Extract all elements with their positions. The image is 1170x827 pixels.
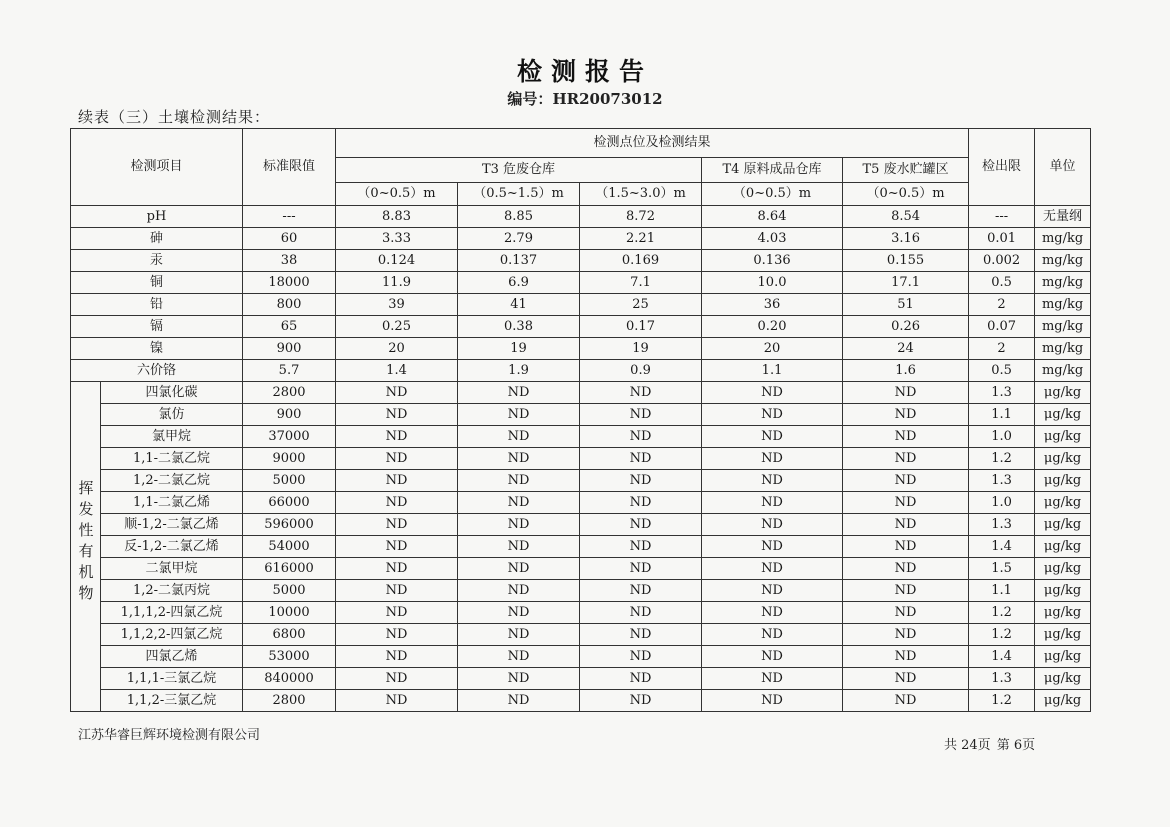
value-cell: 0.25 bbox=[336, 316, 458, 338]
value-cell: ND bbox=[702, 558, 843, 580]
item-cell: 铜 bbox=[71, 272, 243, 294]
value-cell: 0.26 bbox=[843, 316, 969, 338]
item-cell: 1,2-二氯丙烷 bbox=[101, 580, 243, 602]
unit-cell: μg/kg bbox=[1035, 426, 1091, 448]
value-cell: ND bbox=[702, 690, 843, 712]
value-cell: 39 bbox=[336, 294, 458, 316]
limit-cell: 9000 bbox=[243, 448, 336, 470]
value-cell: ND bbox=[336, 382, 458, 404]
value-cell: ND bbox=[702, 426, 843, 448]
unit-cell: mg/kg bbox=[1035, 294, 1091, 316]
limit-cell: 840000 bbox=[243, 668, 336, 690]
item-cell: 1,1-二氯乙烯 bbox=[101, 492, 243, 514]
value-cell: ND bbox=[843, 470, 969, 492]
value-cell: ND bbox=[843, 448, 969, 470]
value-cell: ND bbox=[843, 426, 969, 448]
unit-cell: μg/kg bbox=[1035, 536, 1091, 558]
limit-cell: 65 bbox=[243, 316, 336, 338]
total-pages: 共 24页 bbox=[944, 738, 991, 753]
limit-cell: 900 bbox=[243, 338, 336, 360]
value-cell: ND bbox=[458, 514, 580, 536]
value-cell: 3.33 bbox=[336, 228, 458, 250]
value-cell: ND bbox=[580, 404, 702, 426]
report-number-label: 编号： bbox=[507, 90, 553, 108]
unit-cell: μg/kg bbox=[1035, 668, 1091, 690]
value-cell: 0.9 bbox=[580, 360, 702, 382]
value-cell: ND bbox=[336, 646, 458, 668]
table-row bbox=[71, 338, 1091, 360]
value-cell: 51 bbox=[843, 294, 969, 316]
value-cell: 4.03 bbox=[702, 228, 843, 250]
detect-limit-cell: 1.1 bbox=[969, 404, 1035, 426]
value-cell: 0.38 bbox=[458, 316, 580, 338]
value-cell: ND bbox=[336, 624, 458, 646]
header-detect-limit: 检出限 bbox=[969, 129, 1035, 206]
value-cell: ND bbox=[336, 492, 458, 514]
detect-limit-cell: 1.0 bbox=[969, 492, 1035, 514]
value-cell: ND bbox=[458, 602, 580, 624]
item-cell: 1,1,2-三氯乙烷 bbox=[101, 690, 243, 712]
value-cell: ND bbox=[580, 492, 702, 514]
value-cell: ND bbox=[580, 470, 702, 492]
value-cell: ND bbox=[702, 492, 843, 514]
value-cell: ND bbox=[336, 470, 458, 492]
item-cell: 氯甲烷 bbox=[101, 426, 243, 448]
limit-cell: 54000 bbox=[243, 536, 336, 558]
table-row bbox=[71, 228, 1091, 250]
item-cell: 四氯化碳 bbox=[101, 382, 243, 404]
unit-cell: mg/kg bbox=[1035, 272, 1091, 294]
value-cell: ND bbox=[702, 602, 843, 624]
detect-limit-cell: 1.1 bbox=[969, 580, 1035, 602]
value-cell: ND bbox=[458, 382, 580, 404]
page-number bbox=[944, 734, 1035, 753]
item-cell: 汞 bbox=[71, 250, 243, 272]
limit-cell: 37000 bbox=[243, 426, 336, 448]
detect-limit-cell: 1.3 bbox=[969, 668, 1035, 690]
value-cell: 2.21 bbox=[580, 228, 702, 250]
item-cell: pH bbox=[71, 206, 243, 228]
item-cell: 六价铬 bbox=[71, 360, 243, 382]
limit-cell: --- bbox=[243, 206, 336, 228]
detect-limit-cell: 1.3 bbox=[969, 382, 1035, 404]
value-cell: 0.124 bbox=[336, 250, 458, 272]
value-cell: 36 bbox=[702, 294, 843, 316]
limit-cell: 18000 bbox=[243, 272, 336, 294]
value-cell: ND bbox=[580, 426, 702, 448]
header-points: 检测点位及检测结果 bbox=[336, 129, 969, 158]
current-page: 第 6页 bbox=[996, 738, 1036, 753]
value-cell: ND bbox=[336, 426, 458, 448]
unit-cell: mg/kg bbox=[1035, 338, 1091, 360]
limit-cell: 800 bbox=[243, 294, 336, 316]
table-subtitle: 续表（三）土壤检测结果： bbox=[78, 108, 271, 126]
table-row bbox=[71, 382, 1091, 404]
unit-cell: μg/kg bbox=[1035, 514, 1091, 536]
value-cell: ND bbox=[702, 382, 843, 404]
table-row bbox=[71, 624, 1091, 646]
limit-cell: 616000 bbox=[243, 558, 336, 580]
detect-limit-cell: 0.5 bbox=[969, 360, 1035, 382]
value-cell: 8.83 bbox=[336, 206, 458, 228]
value-cell: ND bbox=[458, 470, 580, 492]
value-cell: ND bbox=[580, 602, 702, 624]
point-header: T5 废水贮罐区 bbox=[843, 158, 969, 183]
value-cell: ND bbox=[336, 514, 458, 536]
header-limit: 标准限值 bbox=[243, 129, 336, 206]
value-cell: ND bbox=[843, 558, 969, 580]
item-cell: 铅 bbox=[71, 294, 243, 316]
report-title: 检测报告 bbox=[516, 57, 653, 86]
value-cell: 19 bbox=[458, 338, 580, 360]
value-cell: ND bbox=[843, 536, 969, 558]
table-row bbox=[71, 646, 1091, 668]
item-cell: 1,1,1,2-四氯乙烷 bbox=[101, 602, 243, 624]
value-cell: ND bbox=[843, 580, 969, 602]
value-cell: 8.54 bbox=[843, 206, 969, 228]
detect-limit-cell: 1.3 bbox=[969, 514, 1035, 536]
value-cell: ND bbox=[336, 558, 458, 580]
value-cell: ND bbox=[843, 668, 969, 690]
volatile-category-label: 挥发性有机物 bbox=[76, 480, 95, 606]
item-cell: 1,1,1-三氯乙烷 bbox=[101, 668, 243, 690]
value-cell: 2.79 bbox=[458, 228, 580, 250]
value-cell: ND bbox=[702, 624, 843, 646]
value-cell: 20 bbox=[702, 338, 843, 360]
value-cell: ND bbox=[458, 558, 580, 580]
limit-cell: 6800 bbox=[243, 624, 336, 646]
header-unit: 单位 bbox=[1035, 129, 1091, 206]
value-cell: ND bbox=[458, 668, 580, 690]
item-cell: 1,1,2,2-四氯乙烷 bbox=[101, 624, 243, 646]
limit-cell: 66000 bbox=[243, 492, 336, 514]
depth-header: （1.5~3.0）m bbox=[580, 183, 702, 206]
limit-cell: 60 bbox=[243, 228, 336, 250]
table-row bbox=[71, 294, 1091, 316]
value-cell: 0.136 bbox=[702, 250, 843, 272]
detect-limit-cell: 1.5 bbox=[969, 558, 1035, 580]
unit-cell: μg/kg bbox=[1035, 448, 1091, 470]
value-cell: 3.16 bbox=[843, 228, 969, 250]
value-cell: 19 bbox=[580, 338, 702, 360]
value-cell: ND bbox=[336, 536, 458, 558]
table-row bbox=[71, 316, 1091, 338]
item-cell: 镉 bbox=[71, 316, 243, 338]
report-number-value: HR20073012 bbox=[552, 90, 663, 108]
detect-limit-cell: --- bbox=[969, 206, 1035, 228]
item-cell: 反-1,2-二氯乙烯 bbox=[101, 536, 243, 558]
value-cell: ND bbox=[580, 646, 702, 668]
table-row bbox=[71, 536, 1091, 558]
value-cell: 10.0 bbox=[702, 272, 843, 294]
depth-header: （0.5~1.5）m bbox=[458, 183, 580, 206]
value-cell: ND bbox=[458, 690, 580, 712]
value-cell: ND bbox=[843, 382, 969, 404]
table-row bbox=[71, 448, 1091, 470]
unit-cell: μg/kg bbox=[1035, 646, 1091, 668]
detect-limit-cell: 1.2 bbox=[969, 690, 1035, 712]
limit-cell: 5000 bbox=[243, 580, 336, 602]
detect-limit-cell: 1.2 bbox=[969, 624, 1035, 646]
detect-limit-cell: 1.4 bbox=[969, 646, 1035, 668]
value-cell: ND bbox=[458, 448, 580, 470]
unit-cell: μg/kg bbox=[1035, 602, 1091, 624]
value-cell: ND bbox=[336, 580, 458, 602]
value-cell: 8.72 bbox=[580, 206, 702, 228]
unit-cell: μg/kg bbox=[1035, 558, 1091, 580]
detect-limit-cell: 1.2 bbox=[969, 448, 1035, 470]
detect-limit-cell: 0.01 bbox=[969, 228, 1035, 250]
value-cell: 6.9 bbox=[458, 272, 580, 294]
value-cell: 0.155 bbox=[843, 250, 969, 272]
value-cell: ND bbox=[336, 690, 458, 712]
depth-header: （0~0.5）m bbox=[336, 183, 458, 206]
value-cell: ND bbox=[702, 668, 843, 690]
item-cell: 1,1-二氯乙烷 bbox=[101, 448, 243, 470]
limit-cell: 38 bbox=[243, 250, 336, 272]
item-cell: 四氯乙烯 bbox=[101, 646, 243, 668]
company-name: 江苏华睿巨辉环境检测有限公司 bbox=[78, 728, 261, 743]
value-cell: 8.85 bbox=[458, 206, 580, 228]
limit-cell: 900 bbox=[243, 404, 336, 426]
value-cell: 0.137 bbox=[458, 250, 580, 272]
value-cell: ND bbox=[458, 404, 580, 426]
limit-cell: 596000 bbox=[243, 514, 336, 536]
value-cell: ND bbox=[458, 580, 580, 602]
unit-cell: μg/kg bbox=[1035, 690, 1091, 712]
table-row bbox=[71, 690, 1091, 712]
detect-limit-cell: 1.3 bbox=[969, 470, 1035, 492]
value-cell: 7.1 bbox=[580, 272, 702, 294]
detect-limit-cell: 2 bbox=[969, 338, 1035, 360]
value-cell: ND bbox=[702, 514, 843, 536]
unit-cell: 无量纲 bbox=[1035, 206, 1091, 228]
unit-cell: μg/kg bbox=[1035, 624, 1091, 646]
value-cell: ND bbox=[580, 536, 702, 558]
unit-cell: mg/kg bbox=[1035, 360, 1091, 382]
value-cell: 0.20 bbox=[702, 316, 843, 338]
value-cell: ND bbox=[843, 690, 969, 712]
table-row bbox=[71, 272, 1091, 294]
value-cell: ND bbox=[458, 492, 580, 514]
unit-cell: mg/kg bbox=[1035, 316, 1091, 338]
value-cell: ND bbox=[702, 448, 843, 470]
value-cell: ND bbox=[580, 690, 702, 712]
detect-limit-cell: 1.2 bbox=[969, 602, 1035, 624]
table-row bbox=[71, 470, 1091, 492]
unit-cell: mg/kg bbox=[1035, 228, 1091, 250]
value-cell: ND bbox=[580, 514, 702, 536]
point-header: T3 危废仓库 bbox=[336, 158, 702, 183]
limit-cell: 53000 bbox=[243, 646, 336, 668]
unit-cell: mg/kg bbox=[1035, 250, 1091, 272]
value-cell: ND bbox=[336, 448, 458, 470]
value-cell: ND bbox=[336, 668, 458, 690]
detect-limit-cell: 1.4 bbox=[969, 536, 1035, 558]
value-cell: 17.1 bbox=[843, 272, 969, 294]
depth-header: （0~0.5）m bbox=[702, 183, 843, 206]
value-cell: ND bbox=[843, 646, 969, 668]
table-row bbox=[71, 206, 1091, 228]
point-header: T4 原料成品仓库 bbox=[702, 158, 843, 183]
item-cell: 砷 bbox=[71, 228, 243, 250]
volatile-category-cell bbox=[71, 382, 101, 712]
value-cell: ND bbox=[580, 448, 702, 470]
limit-cell: 5000 bbox=[243, 470, 336, 492]
detect-limit-cell: 1.0 bbox=[969, 426, 1035, 448]
detect-limit-cell: 0.002 bbox=[969, 250, 1035, 272]
value-cell: ND bbox=[336, 602, 458, 624]
value-cell: ND bbox=[702, 404, 843, 426]
value-cell: ND bbox=[580, 382, 702, 404]
value-cell: 20 bbox=[336, 338, 458, 360]
value-cell: ND bbox=[458, 536, 580, 558]
item-cell: 氯仿 bbox=[101, 404, 243, 426]
value-cell: ND bbox=[843, 602, 969, 624]
value-cell: 8.64 bbox=[702, 206, 843, 228]
value-cell: ND bbox=[458, 426, 580, 448]
value-cell: ND bbox=[580, 668, 702, 690]
table-row bbox=[71, 558, 1091, 580]
value-cell: 11.9 bbox=[336, 272, 458, 294]
unit-cell: μg/kg bbox=[1035, 404, 1091, 426]
limit-cell: 10000 bbox=[243, 602, 336, 624]
limit-cell: 2800 bbox=[243, 382, 336, 404]
value-cell: 41 bbox=[458, 294, 580, 316]
table-row bbox=[71, 492, 1091, 514]
item-cell: 1,2-二氯乙烷 bbox=[101, 470, 243, 492]
unit-cell: μg/kg bbox=[1035, 470, 1091, 492]
value-cell: ND bbox=[843, 492, 969, 514]
depth-header: （0~0.5）m bbox=[843, 183, 969, 206]
table-row bbox=[71, 668, 1091, 690]
value-cell: ND bbox=[843, 404, 969, 426]
value-cell: 1.4 bbox=[336, 360, 458, 382]
item-cell: 顺-1,2-二氯乙烯 bbox=[101, 514, 243, 536]
table-row bbox=[71, 404, 1091, 426]
value-cell: 0.17 bbox=[580, 316, 702, 338]
item-cell: 二氯甲烷 bbox=[101, 558, 243, 580]
value-cell: ND bbox=[580, 624, 702, 646]
value-cell: 1.9 bbox=[458, 360, 580, 382]
value-cell: ND bbox=[702, 580, 843, 602]
unit-cell: μg/kg bbox=[1035, 382, 1091, 404]
unit-cell: μg/kg bbox=[1035, 580, 1091, 602]
value-cell: 0.169 bbox=[580, 250, 702, 272]
unit-cell: μg/kg bbox=[1035, 492, 1091, 514]
value-cell: 24 bbox=[843, 338, 969, 360]
table-row bbox=[71, 602, 1091, 624]
table-row bbox=[71, 580, 1091, 602]
value-cell: ND bbox=[580, 580, 702, 602]
detect-limit-cell: 0.5 bbox=[969, 272, 1035, 294]
table-row bbox=[71, 514, 1091, 536]
table-row bbox=[71, 426, 1091, 448]
value-cell: ND bbox=[458, 646, 580, 668]
value-cell: ND bbox=[702, 470, 843, 492]
table-row bbox=[71, 250, 1091, 272]
value-cell: ND bbox=[458, 624, 580, 646]
value-cell: 25 bbox=[580, 294, 702, 316]
table-row bbox=[71, 360, 1091, 382]
value-cell: ND bbox=[702, 536, 843, 558]
item-cell: 镍 bbox=[71, 338, 243, 360]
detect-limit-cell: 2 bbox=[969, 294, 1035, 316]
value-cell: 1.6 bbox=[843, 360, 969, 382]
limit-cell: 5.7 bbox=[243, 360, 336, 382]
value-cell: ND bbox=[336, 404, 458, 426]
value-cell: ND bbox=[843, 514, 969, 536]
value-cell: ND bbox=[843, 624, 969, 646]
value-cell: ND bbox=[702, 646, 843, 668]
value-cell: ND bbox=[580, 558, 702, 580]
header-item: 检测项目 bbox=[71, 129, 243, 206]
detect-limit-cell: 0.07 bbox=[969, 316, 1035, 338]
value-cell: 1.1 bbox=[702, 360, 843, 382]
soil-results-table bbox=[70, 128, 1091, 712]
limit-cell: 2800 bbox=[243, 690, 336, 712]
